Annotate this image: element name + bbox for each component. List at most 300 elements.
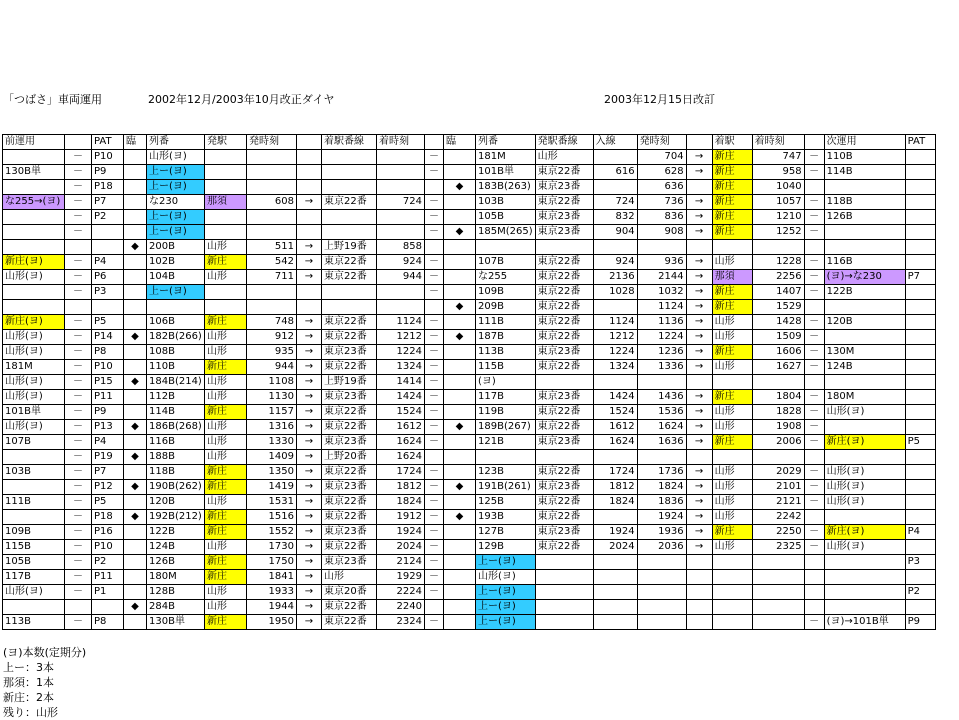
table-cell (377, 285, 425, 300)
table-cell: 1330 (247, 435, 297, 450)
table-cell: 東京20番 (322, 585, 377, 600)
table-cell (905, 360, 935, 375)
table-cell: P9 (92, 165, 124, 180)
table-cell: 2144 (637, 270, 686, 285)
table-cell: － (804, 420, 824, 435)
table-cell (444, 210, 476, 225)
table-cell: 1136 (637, 315, 686, 330)
table-cell (752, 585, 804, 600)
table-cell (905, 240, 935, 255)
table-cell: 1824 (377, 495, 425, 510)
table-cell: P14 (92, 330, 124, 345)
table-cell: 1828 (752, 405, 804, 420)
table-cell: 1624 (593, 435, 637, 450)
table-cell: P15 (92, 375, 124, 390)
table-cell: 1908 (752, 420, 804, 435)
table-cell (425, 600, 444, 615)
table-cell (377, 150, 425, 165)
table-cell: 1624 (377, 435, 425, 450)
table-cell (637, 615, 686, 630)
table-cell (686, 600, 712, 615)
table-cell (804, 555, 824, 570)
table-cell: 1912 (377, 510, 425, 525)
table-cell (444, 165, 476, 180)
table-cell: 山形 (712, 330, 752, 345)
table-row (3, 510, 936, 525)
table-cell (444, 570, 476, 585)
table-cell: 新庄 (205, 465, 247, 480)
table-cell (247, 225, 297, 240)
table-cell: 東京23番 (535, 390, 593, 405)
table-cell: 山形(ヨ) (824, 465, 905, 480)
table-cell (804, 240, 824, 255)
table-cell: － (425, 615, 444, 630)
table-cell: P7 (92, 195, 124, 210)
table-cell: P5 (92, 315, 124, 330)
table-cell: － (425, 150, 444, 165)
table-cell: P5 (92, 495, 124, 510)
table-cell: － (804, 165, 824, 180)
table-cell: → (297, 360, 322, 375)
table-cell (444, 600, 476, 615)
table-cell: － (425, 375, 444, 390)
table-row (3, 555, 936, 570)
table-cell: 1736 (637, 465, 686, 480)
table-row (3, 480, 936, 495)
table-cell (804, 300, 824, 315)
header-cell: 発駅番線 (535, 135, 593, 150)
table-cell: 山形 (205, 345, 247, 360)
table-cell: 山形 (205, 435, 247, 450)
table-cell (205, 165, 247, 180)
table-cell: P2 (905, 585, 935, 600)
table-cell (476, 240, 536, 255)
table-cell: 193B (476, 510, 536, 525)
table-cell: 122B (824, 285, 905, 300)
table-cell: 102B (147, 255, 205, 270)
table-row (3, 150, 936, 165)
table-cell (444, 405, 476, 420)
table-cell: 1524 (593, 405, 637, 420)
table-cell (444, 150, 476, 165)
page-title: 「つばさ」車両運用 (3, 93, 102, 106)
table-cell: － (65, 165, 92, 180)
table-cell (824, 420, 905, 435)
table-cell: → (686, 195, 712, 210)
table-cell: － (65, 390, 92, 405)
table-cell (124, 180, 147, 195)
table-cell: 200B (147, 240, 205, 255)
table-cell: 1944 (247, 600, 297, 615)
table-cell: 2006 (752, 435, 804, 450)
table-cell: － (804, 480, 824, 495)
header-cell: 列番 (476, 135, 536, 150)
table-cell (593, 600, 637, 615)
table-cell: 山形(ヨ) (3, 330, 65, 345)
table-cell: 新庄 (712, 390, 752, 405)
table-cell: P19 (92, 450, 124, 465)
table-cell: 183B(263) (476, 180, 536, 195)
table-cell (65, 240, 92, 255)
table-cell: － (804, 150, 824, 165)
table-cell: 1509 (752, 330, 804, 345)
table-cell: 1730 (247, 540, 297, 555)
table-cell: 1624 (637, 420, 686, 435)
table-cell: ◆ (124, 240, 147, 255)
table-cell: 119B (476, 405, 536, 420)
table-cell (377, 300, 425, 315)
note-line: 那須：1本 (3, 676, 54, 689)
table-cell: → (297, 405, 322, 420)
table-cell: 124B (824, 360, 905, 375)
table-cell: 東京23番 (535, 345, 593, 360)
table-cell (322, 285, 377, 300)
note-line: 上ー：3本 (3, 661, 54, 674)
table-cell: － (65, 480, 92, 495)
table-cell (752, 555, 804, 570)
table-cell (3, 150, 65, 165)
table-cell (297, 285, 322, 300)
table-cell: 747 (752, 150, 804, 165)
table-cell: 1236 (637, 345, 686, 360)
table-cell: 123B (476, 465, 536, 480)
table-cell: － (804, 345, 824, 360)
table-cell: 山形(ヨ) (3, 390, 65, 405)
table-cell: P8 (92, 615, 124, 630)
table-cell: → (686, 225, 712, 240)
table-cell: － (65, 405, 92, 420)
table-cell: 107B (3, 435, 65, 450)
table-row (3, 450, 936, 465)
table-row (3, 255, 936, 270)
table-cell: － (65, 585, 92, 600)
table-cell (247, 180, 297, 195)
table-cell: 188B (147, 450, 205, 465)
table-cell: P18 (92, 180, 124, 195)
table-cell: 1407 (752, 285, 804, 300)
table-cell: 東京22番 (535, 330, 593, 345)
table-cell: → (686, 405, 712, 420)
table-row (3, 285, 936, 300)
table-cell (824, 585, 905, 600)
table-cell: 120B (824, 315, 905, 330)
table-cell: － (425, 345, 444, 360)
table-cell (92, 240, 124, 255)
table-cell (425, 240, 444, 255)
table-cell: － (65, 555, 92, 570)
table-cell: 2024 (377, 540, 425, 555)
table-cell: － (65, 540, 92, 555)
table-cell (593, 450, 637, 465)
table-cell (905, 510, 935, 525)
table-cell: － (804, 225, 824, 240)
table-cell: P2 (92, 210, 124, 225)
table-cell: 新庄 (205, 525, 247, 540)
table-cell: 1028 (593, 285, 637, 300)
table-cell: － (425, 510, 444, 525)
table-cell: → (686, 495, 712, 510)
table-cell: (ヨ)→な230 (824, 270, 905, 285)
table-cell: 2029 (752, 465, 804, 480)
revision-date: 2003年12月15日改訂 (604, 93, 715, 106)
table-cell: 114B (824, 165, 905, 180)
table-cell: － (65, 180, 92, 195)
table-cell: － (425, 330, 444, 345)
table-cell: → (297, 555, 322, 570)
table-cell: 東京22番 (322, 615, 377, 630)
table-cell: 東京22番 (535, 270, 593, 285)
table-cell: － (65, 195, 92, 210)
table-cell: 2036 (637, 540, 686, 555)
table-cell: 東京22番 (535, 165, 593, 180)
table-cell (905, 405, 935, 420)
table-cell: 1924 (637, 510, 686, 525)
table-cell (905, 165, 935, 180)
table-cell: 新庄 (712, 345, 752, 360)
table-cell (905, 180, 935, 195)
table-cell: 117B (476, 390, 536, 405)
table-cell (905, 480, 935, 495)
table-cell (476, 450, 536, 465)
note-line: 残り：山形 (3, 706, 58, 719)
table-cell: 上ー(ヨ) (476, 615, 536, 630)
table-cell (92, 600, 124, 615)
table-cell: 192B(212) (147, 510, 205, 525)
table-cell (92, 300, 124, 315)
table-cell (712, 240, 752, 255)
table-row (3, 525, 936, 540)
table-cell: － (425, 270, 444, 285)
table-cell: － (425, 405, 444, 420)
table-cell: － (425, 585, 444, 600)
table-cell: － (425, 555, 444, 570)
table-cell (824, 510, 905, 525)
table-cell (124, 345, 147, 360)
table-cell (905, 330, 935, 345)
table-cell (124, 255, 147, 270)
table-cell: P9 (92, 405, 124, 420)
table-cell: 1032 (637, 285, 686, 300)
table-cell: → (297, 510, 322, 525)
table-cell: (ヨ)→101B単 (824, 615, 905, 630)
table-cell: 748 (247, 315, 297, 330)
table-cell: 836 (637, 210, 686, 225)
table-cell: → (297, 435, 322, 450)
table-cell (804, 450, 824, 465)
table-cell: 東京23番 (322, 525, 377, 540)
table-cell (247, 165, 297, 180)
table-cell: 182B(266) (147, 330, 205, 345)
table-cell (824, 300, 905, 315)
table-cell: － (425, 360, 444, 375)
table-cell: 新庄 (205, 315, 247, 330)
table-cell: 2256 (752, 270, 804, 285)
table-cell: 山形 (322, 570, 377, 585)
table-cell: － (65, 345, 92, 360)
table-cell (124, 540, 147, 555)
table-cell (444, 360, 476, 375)
table-cell (712, 570, 752, 585)
table-cell: 新庄 (712, 180, 752, 195)
table-cell: → (686, 330, 712, 345)
table-cell: → (297, 270, 322, 285)
table-cell (124, 150, 147, 165)
table-cell: ◆ (444, 480, 476, 495)
table-cell: P4 (92, 435, 124, 450)
table-cell: 新庄 (712, 165, 752, 180)
table-cell (824, 240, 905, 255)
table-cell (444, 270, 476, 285)
table-cell (905, 225, 935, 240)
table-cell: → (297, 615, 322, 630)
table-cell: 1424 (377, 390, 425, 405)
table-cell: 上野20番 (322, 450, 377, 465)
header-cell: PAT (92, 135, 124, 150)
table-cell: 1428 (752, 315, 804, 330)
table-cell: 1212 (593, 330, 637, 345)
table-cell (593, 150, 637, 165)
table-cell: 山形 (205, 585, 247, 600)
table-cell: 東京22番 (535, 195, 593, 210)
table-cell: － (804, 390, 824, 405)
table-cell (824, 600, 905, 615)
table-cell: － (804, 540, 824, 555)
table-cell (804, 510, 824, 525)
table-cell: 1316 (247, 420, 297, 435)
table-cell (535, 555, 593, 570)
table-cell: 新庄 (205, 255, 247, 270)
table-cell: → (686, 435, 712, 450)
table-cell: 1750 (247, 555, 297, 570)
table-cell: 那須 (712, 270, 752, 285)
table-cell (712, 450, 752, 465)
table-cell: 127B (476, 525, 536, 540)
table-cell (712, 615, 752, 630)
table-cell: 山形 (205, 270, 247, 285)
table-cell (124, 435, 147, 450)
table-cell: 190B(262) (147, 480, 205, 495)
table-cell: 111B (476, 315, 536, 330)
table-cell: 125B (476, 495, 536, 510)
table-cell: － (65, 210, 92, 225)
table-cell: － (804, 285, 824, 300)
table-cell: 上ー(ヨ) (147, 210, 205, 225)
table-cell (535, 450, 593, 465)
table-cell: 908 (637, 225, 686, 240)
table-cell (124, 615, 147, 630)
table-cell: － (425, 495, 444, 510)
table-cell (65, 600, 92, 615)
table-cell: － (65, 570, 92, 585)
table-cell (297, 165, 322, 180)
table-cell: 東京22番 (535, 360, 593, 375)
table-cell: 東京22番 (535, 465, 593, 480)
table-cell (686, 450, 712, 465)
table-cell: 新庄(ヨ) (3, 315, 65, 330)
table-cell (712, 555, 752, 570)
table-cell: － (65, 510, 92, 525)
table-cell (444, 255, 476, 270)
table-cell: → (297, 480, 322, 495)
table-cell: 130B単 (3, 165, 65, 180)
table-cell: 724 (377, 195, 425, 210)
table-cell: 1212 (377, 330, 425, 345)
table-cell (444, 195, 476, 210)
table-row (3, 420, 936, 435)
table-cell (593, 570, 637, 585)
table-cell: 1612 (377, 420, 425, 435)
table-cell: ◆ (124, 420, 147, 435)
table-cell: 122B (147, 525, 205, 540)
table-cell: 104B (147, 270, 205, 285)
table-row (3, 405, 936, 420)
table-cell: 107B (476, 255, 536, 270)
table-cell: → (297, 255, 322, 270)
header-cell: 臨 (444, 135, 476, 150)
table-cell: 858 (377, 240, 425, 255)
table-cell: 185M(265) (476, 225, 536, 240)
table-cell: 2325 (752, 540, 804, 555)
table-cell (205, 225, 247, 240)
table-cell: 1950 (247, 615, 297, 630)
table-cell: P3 (905, 555, 935, 570)
table-cell (824, 375, 905, 390)
table-cell (637, 600, 686, 615)
table-cell: 187B (476, 330, 536, 345)
table-cell: 1812 (593, 480, 637, 495)
table-cell: 1224 (637, 330, 686, 345)
table-cell (205, 285, 247, 300)
table-cell: 284B (147, 600, 205, 615)
table-cell (124, 405, 147, 420)
table-cell: → (686, 165, 712, 180)
table-cell (637, 585, 686, 600)
table-cell: － (425, 210, 444, 225)
table-cell (124, 285, 147, 300)
table-cell (905, 285, 935, 300)
header-cell: PAT (905, 135, 935, 150)
table-cell: 1529 (752, 300, 804, 315)
table-cell: 1824 (637, 480, 686, 495)
table-cell: － (65, 465, 92, 480)
table-cell: 東京22番 (322, 270, 377, 285)
table-row (3, 195, 936, 210)
table-cell (377, 165, 425, 180)
table-cell: 新庄 (205, 360, 247, 375)
table-cell: 186B(268) (147, 420, 205, 435)
table-cell: 新庄 (712, 225, 752, 240)
table-cell: 181M (476, 150, 536, 165)
table-cell: ◆ (444, 420, 476, 435)
table-cell: 118B (147, 465, 205, 480)
table-cell: － (425, 480, 444, 495)
table-cell (124, 165, 147, 180)
table-cell: → (297, 465, 322, 480)
table-row (3, 465, 936, 480)
table-cell: 944 (377, 270, 425, 285)
table-cell (205, 300, 247, 315)
table-cell (905, 495, 935, 510)
table-cell (905, 600, 935, 615)
table-cell: 山形 (712, 480, 752, 495)
table-cell (124, 225, 147, 240)
table-cell (297, 150, 322, 165)
table-cell (322, 300, 377, 315)
table-cell: 105B (476, 210, 536, 225)
table-cell: 山形 (712, 255, 752, 270)
table-cell (3, 210, 65, 225)
table-cell: 1130 (247, 390, 297, 405)
